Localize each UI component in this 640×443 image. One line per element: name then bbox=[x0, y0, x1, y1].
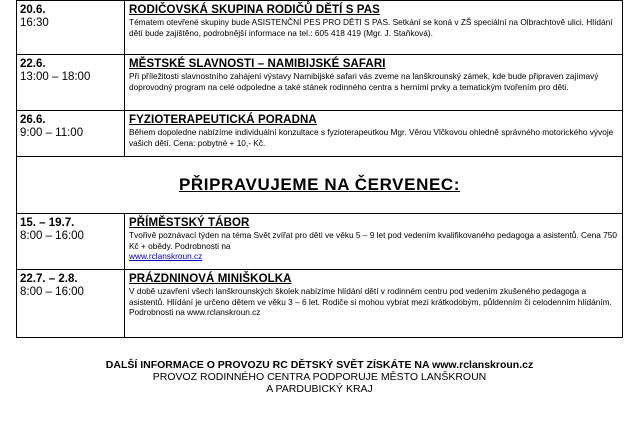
event-title: PŘÍMĚSTSKÝ TÁBOR bbox=[129, 217, 250, 229]
event-info-cell bbox=[125, 55, 623, 111]
event-date-cell bbox=[17, 111, 125, 157]
footer bbox=[16, 359, 623, 395]
event-title: PRÁZDNINOVÁ MINIŠKOLKA bbox=[129, 273, 292, 285]
section-heading-row bbox=[17, 157, 623, 214]
event-date: 22.7. – 2.8. bbox=[20, 273, 78, 285]
event-info-cell bbox=[125, 1, 623, 55]
event-info-cell bbox=[125, 270, 623, 338]
event-time: 16:30 bbox=[20, 17, 49, 29]
event-info-cell bbox=[125, 111, 623, 157]
event-date: 22.6. bbox=[20, 58, 46, 70]
event-title: RODIČOVSKÁ SKUPINA RODIČŮ DĚTÍ S PAS bbox=[129, 4, 380, 16]
event-row bbox=[17, 55, 623, 111]
event-date-cell bbox=[17, 270, 125, 338]
event-info-cell bbox=[125, 214, 623, 270]
footer-support-line: PROVOZ RODINNÉHO CENTRA PODPORUJE MĚSTO LANŠKROUN bbox=[152, 371, 487, 383]
website-link[interactable]: www.rclanskroun.cz bbox=[129, 251, 203, 262]
event-row bbox=[17, 111, 623, 157]
event-date-cell bbox=[17, 55, 125, 111]
event-date-cell bbox=[17, 214, 125, 270]
event-date: 26.6. bbox=[20, 114, 46, 126]
event-description bbox=[129, 230, 618, 262]
section-heading-cell bbox=[17, 157, 623, 214]
footer-info-line: DALŠÍ INFORMACE O PROVOZU RC DĚTSKÝ SVĚT ZÍSKÁTE NA www.rclanskroun.cz bbox=[105, 359, 534, 371]
event-date: 15. – 19.7. bbox=[20, 217, 75, 229]
event-description: Tématem otevřené skupiny bude ASISTENČNÍ PES PRO DĚTI S PAS. Setkání se koná v ZŠ speciální na Olbrachtově ulici. Hlídání dětí bude zajištěno, podrobnější informace na tel.: 605 418 419 (Mgr. J. Staňková). bbox=[129, 17, 613, 38]
event-date: 20.6. bbox=[20, 4, 46, 16]
event-description: Během dopoledne nabízíme individuální konzultace s fyzioterapeutkou Mgr. Věrou Vlčkovou ohledně správného motorického vývoje vašich dětí. Cena: pobytné + 10,- Kč. bbox=[129, 127, 614, 148]
event-time: 9:00 – 11:00 bbox=[20, 127, 84, 139]
event-title: FYZIOTERAPEUTICKÁ PORADNA bbox=[129, 114, 317, 126]
event-description: V době uzavření všech lanškrounských školek nabízíme hlídání dětí v rodinném centru pod vedením zkušeného pedagoga a asistentů. Hlídání je určeno dětem ve věku 3 – 6 let. Rodiče si mohou vybrat mezi krátkodobým, půldenním či celodenním hlídáním. Podrobnosti na www.rclanskroun.cz bbox=[129, 286, 612, 318]
schedule-table bbox=[16, 0, 623, 338]
event-time: 8:00 – 16:00 bbox=[20, 286, 84, 298]
schedule-sheet bbox=[16, 0, 623, 338]
event-row bbox=[17, 270, 623, 338]
event-row bbox=[17, 214, 623, 270]
event-time: 8:00 – 16:00 bbox=[20, 230, 84, 242]
event-date-cell bbox=[17, 1, 125, 55]
event-description: Při příležitosti slavnostního zahájení výstavy Namibijské safari vás zveme na lanškrounský zámek, kde bude připraven zajímavý doprovodný program na celé odpoledne a také stánek rodinného centra s herními prvky a tematickým tvořením pro děti. bbox=[129, 71, 599, 92]
event-title: MĚSTSKÉ SLAVNOSTI – NAMIBIJSKÉ SAFARI bbox=[129, 58, 386, 70]
event-time: 13:00 – 18:00 bbox=[20, 71, 91, 83]
footer-support-line-2: A PARDUBICKÝ KRAJ bbox=[266, 383, 373, 395]
event-row bbox=[17, 1, 623, 55]
event-description-text: Tvořivě poznávací týden na téma Svět zvířat pro děti ve věku 5 – 9 let pod vedením kvalifikovaného pedagoga a asistentů. Cena 750 Kč + obědy. Podrobnosti na bbox=[129, 230, 617, 251]
section-heading: PŘIPRAVUJEME NA ČERVENEC: bbox=[178, 175, 461, 194]
